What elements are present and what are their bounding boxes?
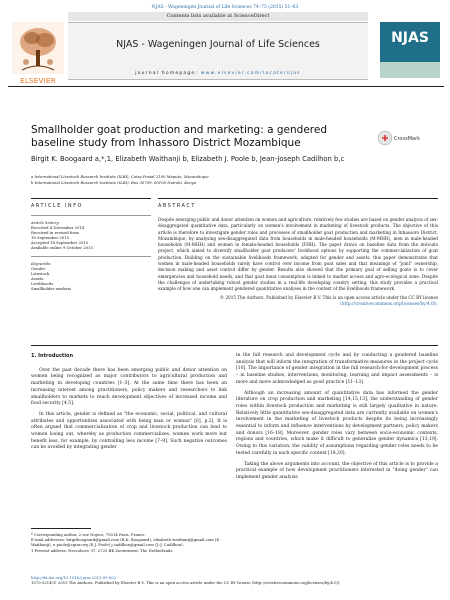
footnote-rule bbox=[31, 528, 91, 529]
header-rule bbox=[8, 86, 444, 87]
license-line: © 2015 The Authors. Published by Elsevier B.V. This is an open access article under the CC BY license bbox=[219, 294, 438, 300]
footnote: E-mail addresses: birgitboogaard@gmail.com (B.K. Boogaard), elizabeth.waithanji@gmail.com (E. Waithanji), e.poole@cgiar.org (E.J. Poole) j.cadilhon@gmail.com (J.-J. Cadilhon). bbox=[31, 537, 221, 548]
keyword: Livestock bbox=[31, 271, 50, 276]
footnotes bbox=[31, 532, 227, 553]
author-list: Birgit K. Boogaard a,*,1, Elizabeth Waithanji b, Elizabeth J. Poole b, Jean-Joseph Cadilhon b,c bbox=[31, 155, 345, 163]
elsevier-tree-logo bbox=[12, 22, 64, 74]
abstract bbox=[158, 204, 438, 307]
homepage-label: journal homepage: bbox=[135, 71, 199, 76]
publisher-name[interactable]: ELSEVIER bbox=[20, 77, 56, 85]
journal-cover[interactable] bbox=[380, 22, 440, 78]
paragraph: Over the past decade there has been emerging public and donor attention on women being recognized as major contributors to agricultural production and marketing in developing countries [1–3]. At the same time there has been an increasing interest among practitioners, policy makers and researchers to link smallholders to markets to reach development objectives of increased income and food security [4,5]. bbox=[31, 367, 227, 407]
history-item: Available online 9 October 2015 bbox=[31, 245, 93, 250]
paragraph: in the full research and development cycle and by conducting a gendered baseline analysis that will inform the integration of transformative measures in the project cycle [10]. The importance of gender integration in the full research-for-development process – in baseline studies, interventions, monitoring, learning and impact assessments – is more and more acknowledged as good practice [11–13]. bbox=[236, 353, 438, 385]
doi-block bbox=[31, 575, 431, 585]
abstract-body bbox=[158, 217, 438, 307]
cover-band bbox=[380, 62, 440, 78]
footnote: 1 Present address: Nescohove 37, 2725 BK Zoetermeer, The Netherlands bbox=[31, 547, 173, 553]
body-left-column bbox=[31, 353, 227, 456]
history-item: Received in revised form bbox=[31, 230, 79, 235]
contents-line[interactable]: Contents lists available at ScienceDirect bbox=[68, 12, 368, 21]
copyright-line: 1573-5214/© 2015 The Authors. Published by Elsevier B.V. This is an open access article under the CC BY license (http://creativecommons.org/licenses/by/4.0/). bbox=[31, 580, 341, 586]
paragraph: Taking the above arguments into account, the objective of this article is to provide a practical example of how development practitioners interested in "doing gender" can implement gender analysis bbox=[236, 461, 438, 480]
journal-title: NJAS - Wageningen Journal of Life Sciences bbox=[116, 39, 320, 50]
homepage-link[interactable]: www.elsevier.com/locate/njas bbox=[200, 71, 301, 76]
info-rule bbox=[31, 198, 151, 199]
keyword: Assets bbox=[31, 276, 44, 281]
crossmark-icon[interactable] bbox=[377, 128, 421, 148]
keywords-label: Keywords: bbox=[31, 261, 52, 266]
article-title: Smallholder goat production and marketing: a gendered baseline study from Inhassoro District Mozambique bbox=[31, 124, 327, 149]
affiliations bbox=[31, 174, 431, 185]
article-info-heading: ARTICLE INFO bbox=[31, 204, 83, 209]
abstract-rule bbox=[158, 198, 438, 199]
history-item: Received 4 November 2014 bbox=[31, 225, 85, 230]
abstract-heading: ABSTRACT bbox=[158, 204, 196, 209]
journal-header bbox=[8, 12, 444, 84]
keyword: Livelihoods bbox=[31, 281, 53, 286]
running-head[interactable]: NJAS - Wageningen Journal of Life Sciences 74–75 (2015) 51–63 bbox=[151, 5, 299, 10]
history-item: Accepted 18 September 2015 bbox=[31, 240, 89, 245]
keyword: Gender bbox=[31, 266, 46, 271]
keyword: Smallholder markets bbox=[31, 286, 72, 291]
crossmark-label: CrossMark bbox=[394, 136, 421, 142]
journal-title-box bbox=[68, 22, 368, 80]
section-heading: 1. Introduction bbox=[31, 353, 74, 359]
paragraph: In this article, gender is defined as "the economic, social, political, and cultural attributes and opportunities associated with being man or woman" [6], p.2]. It is often argued that commercialization of crop and livestock production can lead to women losing out, whereby as production commercializes, women work more but benefit less, for example, by controlling less income [7–9]. Such negative outcomes can be avoided by integrating gender bbox=[31, 411, 227, 451]
history-item: 18 September 2015 bbox=[31, 235, 70, 240]
affiliation-b: b International Livestock Research Institute (ILRI), Box 30709, 00100 Nairobi, Kenya bbox=[31, 179, 197, 185]
affiliation-a: a International Livestock Research Institute (ILRI), Caixa Postal 2100 Maputo, Mozambique bbox=[31, 174, 209, 179]
article-info bbox=[31, 204, 151, 291]
license-link[interactable]: (http://creativecommons.org/licenses/by/4.0/). bbox=[340, 300, 438, 306]
footnote: * Corresponding author, 2 rue Nojecz, 75014 Paris. France. bbox=[31, 532, 146, 537]
abstract-text: Despite emerging public and donor attention on women and agriculture, relatively few studies are based on gender analysis of sex-disaggregated quantitative data, particularly on women's involvement in marketing of livestock products. The objective of this article is therefore to investigate gender roles and processes of smallholder goat production and marketing in Inhassoro District, Mozambique, by analysing sex-disaggregated data from households in male-headed households (M-MHH), men in male-headed households (M-MHH) and women in female-headed households (FHH). The paper draws on baseline data from the imGoats project, which aimed to diversify smallholder goat producers' livelihood options by supporting the commercialization of goat production. Building on the sustainable livelihoods framework, adapted for gender and assets, this paper demonstrates that women in male-headed households rarely have control over income from goat sales and that meanings of "joint" ownership, decision making and asset control differ by gender. Results also showed that the primary goal of selling goats is to cover emergencies and household needs, and that goat meat consumption is linked to market access and agro-ecological zone. Despite the challenges of undertaking robust gender studies in a real-life developing country setting, this study provides a practical example of how one can implement gendered quantitative analyses in the context of the livelihoods framework. bbox=[158, 217, 438, 292]
doi-link[interactable]: http://dx.doi.org/10.1016/j.njas.2015.09.002 bbox=[31, 575, 117, 580]
journal-homepage bbox=[68, 71, 368, 76]
history-label: Article history: bbox=[31, 220, 60, 225]
body-right-column bbox=[236, 353, 438, 486]
cover-label: NJAS bbox=[391, 30, 429, 46]
paragraph: Although an increasing amount of quantitative data has informed the gender literature on crop production and marketing [14,15,13], the understanding of gender roles within livestock production and marketing is still largely qualitative in nature. Relatively little quantitative sex-disaggregated data are currently available on women's involvement in the marketing of livestock products despite its being increasingly essential to inform and influence interventions by development partners, policy makers and donors [16–18]. Moreover, gender roles vary between socio-economic contexts, regions and countries, which make it difficult to generalize gender dynamics [13,19]. Owing to this variation, the validity of assumptions regarding gender roles needs to be tested carefully in each specific context [18,20]. bbox=[236, 390, 438, 456]
abstract-bottom-rule bbox=[31, 345, 438, 346]
